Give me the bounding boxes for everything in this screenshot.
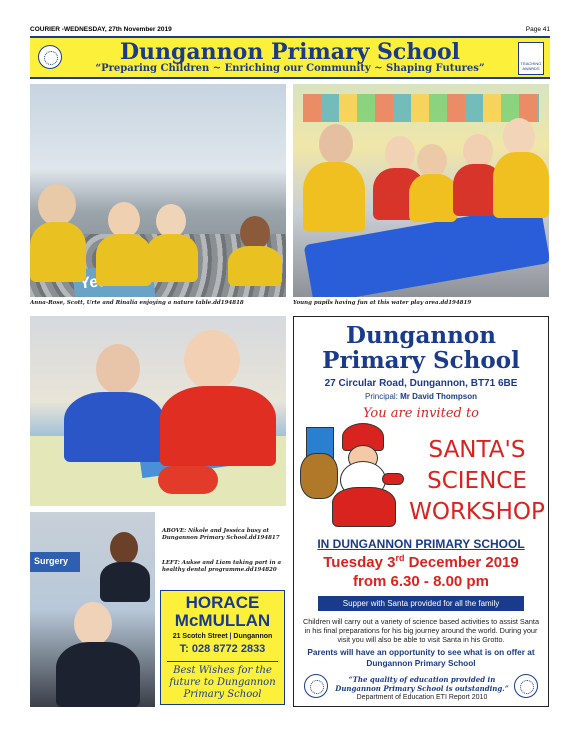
- child-figure: [110, 532, 138, 564]
- newspaper-header: COURIER -WEDNESDAY, 27th November 2019: [30, 26, 172, 33]
- photo-dental-programme: [30, 512, 155, 707]
- event-title-line3: WORKSHOP: [409, 499, 545, 525]
- child-figure: [56, 642, 140, 707]
- banner-subtitle: “Preparing Children ~ Enriching our Community ~ Shaping Futures”: [95, 63, 485, 74]
- santa-pointing-arm-icon: [382, 473, 404, 485]
- santa-illustration: [300, 423, 404, 531]
- ad-date-pre: Tuesday 3: [323, 554, 396, 571]
- ad-venue-wrap: [294, 535, 548, 553]
- ad-body-text: Children will carry out a variety of science based activities to assist Santa in his final preparations for his big journey around the world. During your visit you will also be able to visit Santa in his Grotto.: [302, 617, 540, 644]
- horace-name-line1: HORACE: [185, 593, 260, 612]
- ad-time: from 6.30 - 8.00 pm: [353, 573, 489, 590]
- event-title-line2: SCIENCE: [427, 468, 527, 494]
- child-figure: [30, 222, 86, 282]
- ad-school-name-line1: Dungannon: [346, 322, 496, 349]
- child-figure: [303, 162, 365, 232]
- horace-wish-line3: Primary School: [183, 689, 262, 700]
- teaching-awards-badge: [518, 42, 544, 75]
- horace-phone: T: 028 8772 2833: [179, 643, 266, 655]
- surgery-sign: [30, 552, 80, 572]
- child-figure: [463, 134, 493, 168]
- horace-name-line2: McMULLAN: [174, 611, 271, 630]
- horace-mcmullan-ad: [160, 590, 285, 705]
- child-figure: [240, 216, 270, 250]
- ad-invite: You are invited to: [362, 406, 480, 421]
- school-crest-icon: [514, 674, 538, 698]
- caption-water-play: Young pupils having fun at this water play area.dd194819: [293, 300, 472, 306]
- banner-title: Dungannon Primary School: [119, 39, 461, 65]
- school-crest-icon: [304, 674, 328, 698]
- child-figure: [38, 184, 76, 226]
- photo-nature-table: [30, 84, 286, 297]
- ad-venue: IN DUNGANNON PRIMARY SCHOOL: [317, 537, 525, 551]
- horace-wish-line1: Best Wishes for the: [173, 665, 272, 676]
- child-figure: [160, 386, 276, 466]
- ad-eti-quote: “The quality of education provided in Dungannon Primary School is outstanding.”: [335, 675, 509, 693]
- horace-town: Dungannon: [233, 633, 273, 640]
- child-figure: [409, 174, 457, 222]
- ad-principal-name: Mr David Thompson: [400, 392, 477, 401]
- santa-coat-icon: [332, 487, 396, 527]
- child-figure: [228, 246, 282, 286]
- child-figure: [74, 602, 112, 646]
- red-dough: [158, 466, 218, 494]
- photo-water-play: [293, 84, 549, 297]
- child-figure: [493, 152, 549, 218]
- ad-principal-label: Principal:: [364, 392, 401, 401]
- child-figure: [503, 118, 535, 156]
- santa-workshop-ad: [293, 316, 549, 707]
- ad-date-post: December 2019: [404, 554, 519, 571]
- surgery-sign-text: Surgery: [34, 556, 69, 566]
- caption-left: LEFT: Aukse and Liam taking part in a healthy dental programme.dd194820: [162, 560, 282, 573]
- child-figure: [100, 562, 150, 602]
- supper-banner: [318, 596, 524, 611]
- page-number: Page 41: [525, 26, 550, 33]
- ad-parents-text: Parents will have an opportunity to see what is on offer at Dungannon Primary School: [307, 647, 535, 668]
- child-figure: [184, 330, 240, 390]
- ad-eti-source: Department of Education ETI Report 2010: [356, 694, 488, 701]
- classroom-display: [303, 94, 539, 122]
- supper-text: Supper with Santa provided for all the family: [342, 599, 500, 608]
- child-figure: [385, 136, 415, 170]
- photo-nikole-jessica: [30, 316, 286, 506]
- ad-date-sup: rd: [395, 553, 405, 563]
- child-figure: [156, 204, 186, 238]
- child-figure: [146, 234, 198, 282]
- toy-sack-icon: [300, 453, 338, 499]
- ad-date: [294, 553, 548, 571]
- ad-principal: [294, 392, 548, 401]
- teaching-awards-label: TEACHING AWARDS: [520, 61, 542, 71]
- horace-wish-line2: future to Dungannon: [169, 677, 276, 688]
- horace-address: 21 Scotch Street | Dungannon: [172, 633, 273, 640]
- ad-address: 27 Circular Road, Dungannon, BT71 6BE: [324, 378, 518, 389]
- event-title-line1: SANTA'S: [428, 437, 526, 463]
- child-figure: [108, 202, 140, 238]
- child-figure: [64, 392, 164, 462]
- child-figure: [417, 144, 447, 178]
- child-figure: [96, 234, 152, 286]
- child-figure: [96, 344, 140, 394]
- ad-school-name-line2: Primary School: [322, 347, 520, 374]
- caption-nature-table: Anna-Rose, Scott, Urte and Rinalia enjoying a nature table.dd194818: [30, 300, 244, 306]
- caption-above: ABOVE: Nikole and Jessica busy at Dungannon Primary School.dd194817: [162, 528, 280, 541]
- school-banner: [30, 36, 550, 79]
- child-figure: [319, 124, 353, 164]
- horace-street: 21 Scotch Street: [172, 633, 228, 640]
